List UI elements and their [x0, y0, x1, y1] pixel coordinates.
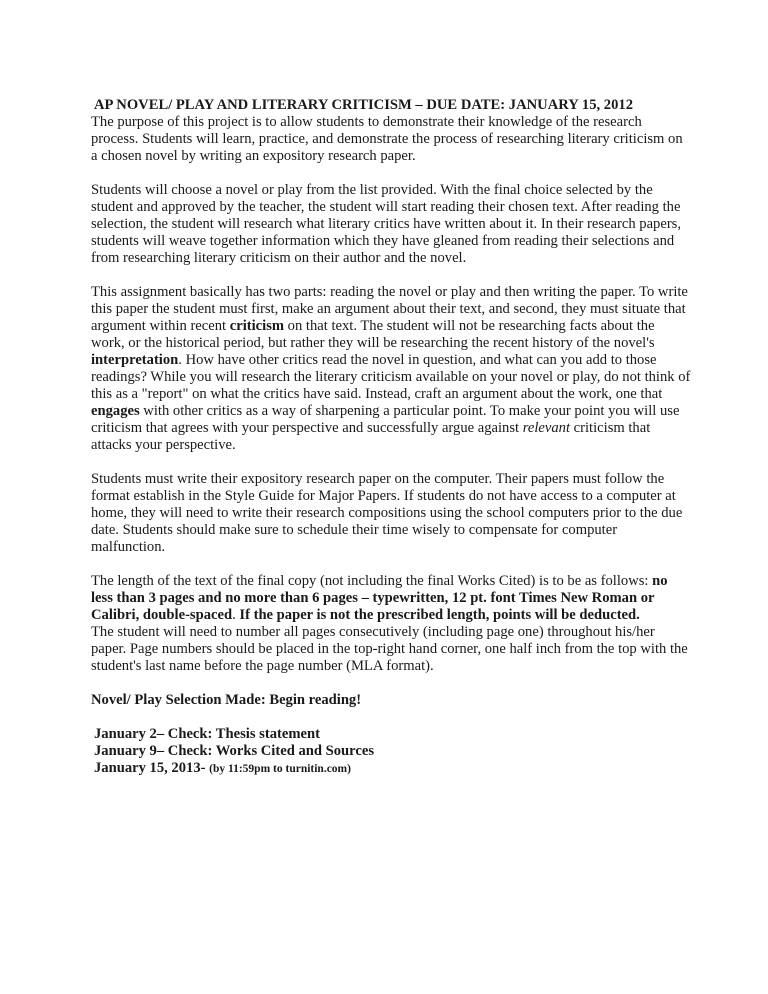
text-span: This assignment basically has two parts: reading the novel or play and then writing the paper. To write this paper the student must first, make an argument about their text, and second, they must situate that argument within recent	[91, 284, 688, 334]
schedule-item-final-due	[94, 760, 691, 778]
text-span: The length of the text of the final copy (not including the final Works Cited) is to be as follows:	[91, 573, 653, 589]
text-span: The student will need to number all pages consecutively (including page one) throughout his/her paper. Page numbers should be placed in the top-right hand corner, one half inch from the top with the student's last name before the page number (MLA format).	[91, 624, 688, 674]
schedule-label: January 15, 2013-	[94, 760, 210, 776]
bold-page-requirements: no less than 3 pages and no more than 6 pages – typewritten, 12 pt. font Times New Roman or Calibri, double-spaced	[91, 573, 668, 623]
schedule-note: (by 11:59pm to turnitin.com)	[209, 763, 351, 775]
paragraph-length-requirements	[91, 573, 691, 675]
bold-engages: engages	[91, 403, 140, 419]
text-span: criticism that attacks your perspective.	[91, 420, 651, 453]
text-span: on that text. The student will not be researching facts about the work, or the historical period, but rather they will be researching the recent history of the novel's	[91, 318, 655, 351]
schedule-list	[91, 726, 691, 778]
bold-criticism: criticism	[229, 318, 285, 334]
selection-made-line: Novel/ Play Selection Made: Begin reading!	[91, 692, 362, 708]
document-page	[91, 97, 691, 778]
schedule-item-works-cited	[94, 743, 691, 760]
bold-deduction-warning: If the paper is not the prescribed length, points will be deducted.	[239, 607, 640, 623]
italic-relevant: relevant	[522, 420, 571, 436]
schedule-label: January 9– Check: Works Cited and Sources	[94, 743, 375, 759]
text-span: .	[232, 607, 240, 623]
paragraph-purpose: The purpose of this project is to allow students to demonstrate their knowledge of the research process. Students will learn, practice, and demonstrate the process of researching literary criticism on a chosen novel by writing an expository research paper.	[91, 114, 683, 164]
bold-interpretation: interpretation	[91, 352, 179, 368]
text-span: with other critics as a way of sharpening a particular point. To make your point you will use criticism that agrees with your perspective and successfully argue against	[91, 403, 680, 436]
schedule-label: January 2– Check: Thesis statement	[94, 726, 320, 742]
schedule-item-thesis	[94, 726, 691, 743]
paragraph-assignment-parts	[91, 284, 691, 454]
paragraph-selection: Students will choose a novel or play from the list provided. With the final choice selected by the student and approved by the teacher, the student will start reading their chosen text. After reading the selection, the student will research what literary critics have written about it. In their research papers, students will weave together information which they have gleaned from reading their selections and from researching literary criticism on their author and the novel.	[91, 182, 682, 266]
paragraph-computer-requirements: Students must write their expository research paper on the computer. Their papers must follow the format establish in the Style Guide for Major Papers. If students do not have access to a computer at home, they will need to write their research compositions using the school computers prior to the due date. Students should make sure to schedule their time wisely to compensate for computer malfunction.	[91, 471, 683, 555]
text-span: . How have other critics read the novel in question, and what can you add to those readings? While you will research the literary criticism available on your novel or play, do not think of this as a "report" on what the critics have said. Instead, craft an argument about the work, one that	[91, 352, 691, 402]
document-title: AP NOVEL/ PLAY AND LITERARY CRITICISM – DUE DATE: JANUARY 15, 2012	[94, 97, 633, 113]
